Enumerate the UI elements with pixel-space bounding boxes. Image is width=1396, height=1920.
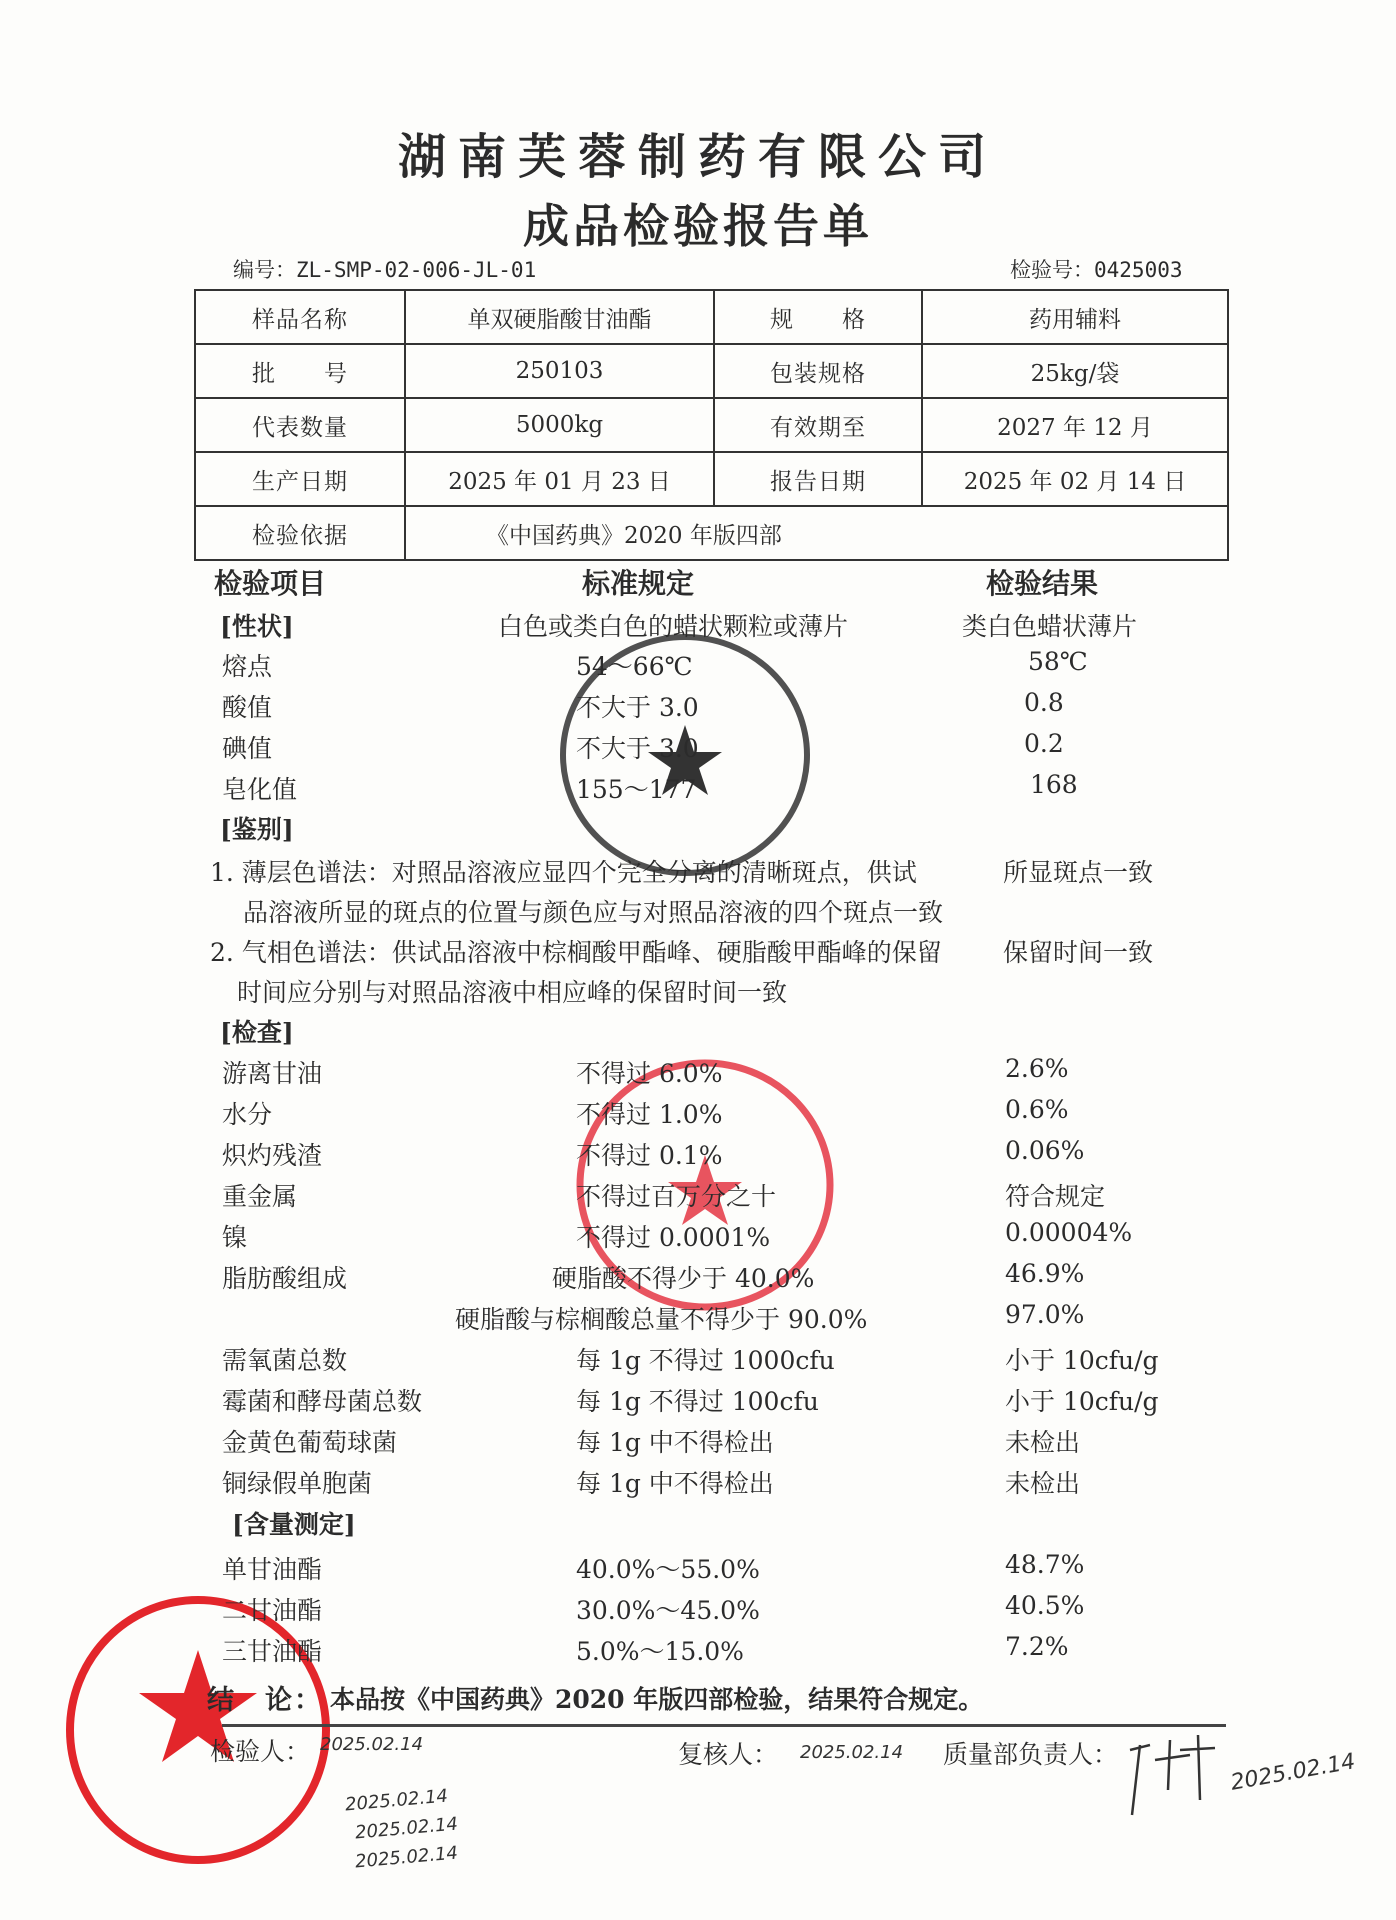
label-cell: 样品名称: [195, 290, 405, 344]
item-label: 单甘油酯: [222, 1555, 323, 1584]
item-label: 游离甘油: [222, 1059, 323, 1088]
item-standard: 硬脂酸不得少于 40.0%: [552, 1264, 815, 1293]
company-name: 湖南芙蓉制药有限公司: [397, 129, 998, 185]
item-result: 0.8: [1024, 688, 1064, 717]
qa-head-signature-date: 2025.02.14: [1228, 1749, 1358, 1796]
item-result: 40.5%: [1005, 1591, 1085, 1620]
qa-head-label: 质量部负责人：: [943, 1740, 1119, 1769]
inspector-label: 检验人：: [210, 1737, 311, 1766]
item-label: 酸值: [222, 693, 273, 722]
item-label: 重金属: [222, 1182, 298, 1211]
item-result: 符合规定: [1005, 1182, 1106, 1211]
section-tests: [检查]: [220, 1018, 294, 1047]
item-standard: 不得过 0.0001%: [576, 1223, 771, 1252]
conclusion-label: 结 论：: [207, 1685, 323, 1716]
table-row: [195, 452, 1228, 506]
label-cell: 检验依据: [195, 506, 405, 560]
item-standard: 不得过 0.1%: [576, 1141, 723, 1170]
identification-line: 时间应分别与对照品溶液中相应峰的保留时间一致: [237, 978, 788, 1007]
item-result: 58℃: [1028, 647, 1088, 676]
report-title: 成品检验报告单: [523, 199, 873, 253]
column-header-standard: 标准规定: [582, 567, 695, 600]
item-result: 未检出: [1005, 1428, 1081, 1457]
reviewer-label: 复核人：: [678, 1740, 779, 1769]
item-standard: 不得过 1.0%: [576, 1100, 723, 1129]
divider: [222, 1724, 1226, 1727]
item-label: 需氧菌总数: [222, 1346, 348, 1375]
item-result: 48.7%: [1005, 1550, 1085, 1579]
item-standard: 5.0%～15.0%: [576, 1637, 744, 1666]
item-label: 碘值: [222, 734, 273, 763]
column-header-item: 检验项目: [214, 567, 327, 600]
label-cell: 包装规格: [714, 344, 922, 398]
label-cell: 规 格: [714, 290, 922, 344]
value-cell: 单双硬脂酸甘油酯: [405, 290, 714, 344]
item-result: 0.00004%: [1005, 1218, 1133, 1247]
appearance-standard: 白色或类白色的蜡状颗粒或薄片: [498, 612, 849, 641]
item-result: 0.2: [1024, 729, 1064, 758]
item-standard: 54～66℃: [576, 652, 693, 681]
identification-result: 所显斑点一致: [1003, 858, 1154, 887]
document-number: 编号：ZL-SMP-02-006-JL-01: [233, 258, 537, 282]
item-result: 7.2%: [1005, 1632, 1069, 1661]
label-cell: 生产日期: [195, 452, 405, 506]
label-cell: 有效期至: [714, 398, 922, 452]
value-cell: 250103: [405, 344, 714, 398]
inspector-signature-date: 2025.02.14: [354, 1813, 459, 1844]
section-identification: [鉴别]: [220, 815, 294, 844]
item-standard: 每 1g 不得过 100cfu: [576, 1387, 819, 1416]
table-row: [195, 344, 1228, 398]
label-cell: 批 号: [195, 344, 405, 398]
table-row: [195, 398, 1228, 452]
value-cell: 5000kg: [405, 398, 714, 452]
appearance-result: 类白色蜡状薄片: [962, 612, 1138, 641]
item-standard: 30.0%～45.0%: [576, 1596, 760, 1625]
conclusion-text: 本品按《中国药典》2020 年版四部检验，结果符合规定。: [330, 1685, 984, 1714]
item-label: 二甘油酯: [222, 1596, 323, 1625]
item-label: 炽灼残渣: [222, 1141, 323, 1170]
value-cell: 药用辅料: [922, 290, 1228, 344]
item-result: 97.0%: [1005, 1300, 1085, 1329]
table-row: [195, 506, 1228, 560]
item-standard: 不大于 3.0: [576, 693, 699, 722]
column-header-result: 检验结果: [986, 567, 1099, 600]
item-standard: 40.0%～55.0%: [576, 1555, 760, 1584]
value-cell: 2025 年 01 月 23 日: [405, 452, 714, 506]
value-cell: 25kg/袋: [922, 344, 1228, 398]
identification-line: 品溶液所显的斑点的位置与颜色应与对照品溶液的四个斑点一致: [243, 898, 944, 927]
item-label: 铜绿假单胞菌: [222, 1469, 373, 1498]
item-standard: 每 1g 中不得检出: [576, 1428, 774, 1457]
item-label: 金黄色葡萄球菌: [222, 1428, 398, 1457]
value-cell: 2025 年 02 月 14 日: [922, 452, 1228, 506]
item-standard: 不得过百万分之十: [576, 1182, 777, 1211]
item-label: 霉菌和酵母菌总数: [222, 1387, 423, 1416]
reviewer-signature-date: 2025.02.14: [800, 1742, 904, 1763]
label-cell: 报告日期: [714, 452, 922, 506]
item-result: 168: [1030, 770, 1078, 799]
value-cell: 《中国药典》2020 年版四部: [405, 506, 1228, 560]
section-appearance: [性状]: [220, 612, 294, 641]
item-result: 0.6%: [1005, 1095, 1069, 1124]
label-cell: 代表数量: [195, 398, 405, 452]
section-assay: [含量测定]: [232, 1510, 356, 1539]
item-standard: 不大于 3.0: [576, 734, 699, 763]
item-result: 2.6%: [1005, 1054, 1069, 1083]
identification-result: 保留时间一致: [1003, 938, 1154, 967]
item-standard: 每 1g 不得过 1000cfu: [576, 1346, 835, 1375]
value-cell: 2027 年 12 月: [922, 398, 1228, 452]
item-standard: 每 1g 中不得检出: [576, 1469, 774, 1498]
inspector-signature-date: 2025.02.14: [344, 1785, 449, 1816]
item-result: 未检出: [1005, 1469, 1081, 1498]
item-result: 小于 10cfu/g: [1005, 1346, 1159, 1375]
item-label: 脂肪酸组成: [222, 1264, 348, 1293]
inspector-signature-date: 2025.02.14: [354, 1842, 459, 1873]
item-label: 皂化值: [222, 775, 298, 804]
inspector-signature-date: 2025.02.14: [320, 1734, 424, 1755]
item-label: 三甘油酯: [222, 1637, 323, 1666]
item-label: 熔点: [222, 652, 273, 681]
item-result: 小于 10cfu/g: [1005, 1387, 1159, 1416]
identification-line: 1. 薄层色谱法：对照品溶液应显四个完全分离的清晰斑点，供试: [210, 858, 917, 887]
identification-line: 2. 气相色谱法：供试品溶液中棕榈酸甲酯峰、硬脂酸甲酯峰的保留: [210, 938, 942, 967]
item-result: 46.9%: [1005, 1259, 1085, 1288]
item-standard: 硬脂酸与棕榈酸总量不得少于 90.0%: [455, 1305, 868, 1334]
item-result: 0.06%: [1005, 1136, 1085, 1165]
inspection-number: 检验号：0425003: [1010, 258, 1183, 282]
item-label: 镍: [222, 1223, 248, 1252]
item-label: 水分: [222, 1100, 273, 1129]
sample-info-table: [194, 289, 1229, 561]
table-row: [195, 290, 1228, 344]
item-standard: 155～177: [576, 775, 697, 804]
item-standard: 不得过 6.0%: [576, 1059, 723, 1088]
handwritten-signature: [1120, 1730, 1230, 1820]
